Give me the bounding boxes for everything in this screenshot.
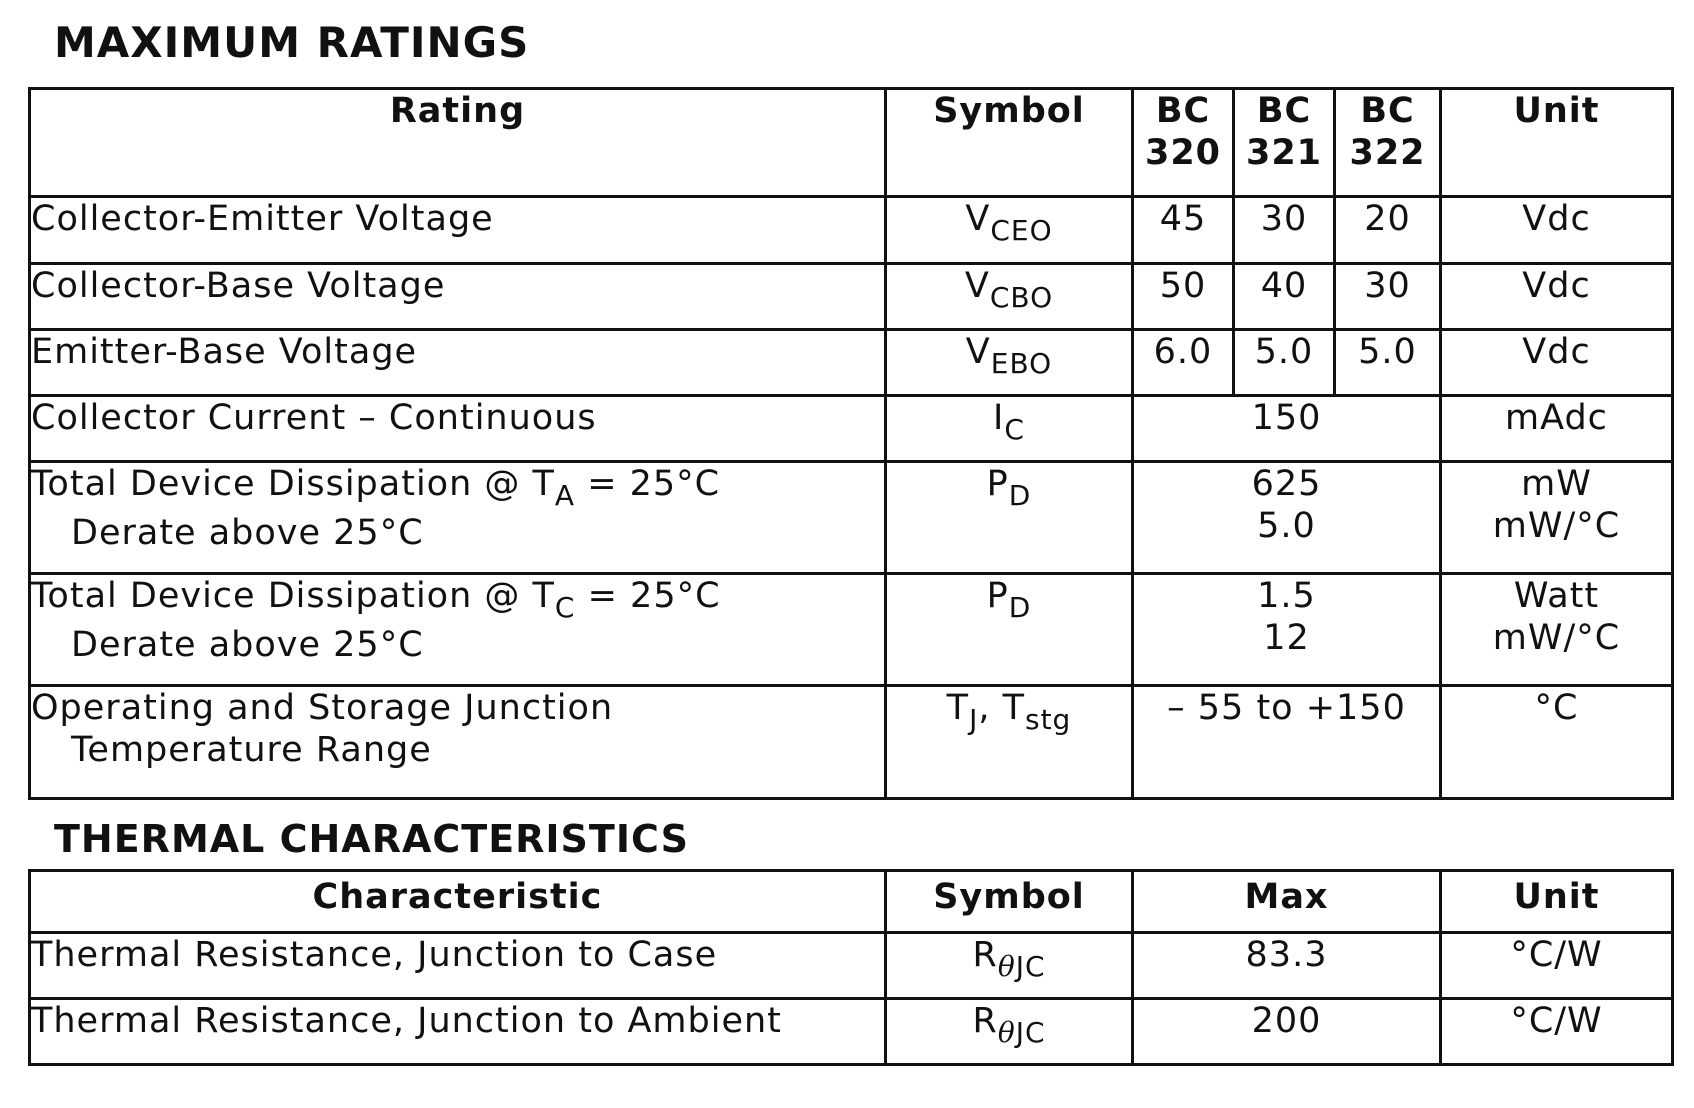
symbol-main: T [1002,688,1025,728]
value-cell-bc321: 40 [1234,264,1335,330]
value-cell-bc320: 45 [1133,197,1234,264]
device-header-bc322 [1335,89,1441,197]
value-cell-bc320: 50 [1133,264,1234,330]
table-header-row [30,89,1673,197]
device-header-line1: BC [1155,91,1211,131]
symbol-cell [886,330,1133,396]
symbol-cell [886,264,1133,330]
rating-text: Total Device Dissipation @ T [31,576,555,616]
characteristic-cell: Thermal Resistance, Junction to Ambient [30,999,886,1065]
symbol-cell [886,462,1133,574]
derate-label: Derate above 25°C [71,625,424,666]
device-header-line1: BC [1256,91,1312,131]
value-cell-bc322: 20 [1335,197,1441,264]
maximum-ratings-table [28,87,1674,800]
theta-symbol: θ [997,1015,1016,1049]
rating-text: = 25°C [575,464,721,504]
symbol-main: V [964,266,990,306]
symbol-cell [886,197,1133,264]
table-header-row [30,871,1673,933]
rating-cell: Emitter-Base Voltage [30,330,886,396]
rating-subscript: C [554,590,576,624]
unit-header: Unit [1441,89,1673,197]
unit-cell: Vdc [1441,197,1673,264]
symbol-cell [886,574,1133,686]
symbol-subscript [998,950,1046,983]
table-row [30,999,1673,1065]
unit-cell: °C/W [1441,933,1673,999]
table-row [30,933,1673,999]
symbol-header: Symbol [886,871,1133,933]
symbol-separator: , [978,688,1003,728]
symbol-subscript: D [1008,590,1032,624]
maximum-ratings-title: MAXIMUM RATINGS [54,18,530,67]
value-line1: 625 [1251,464,1322,504]
symbol-subscript-text: JC [1015,949,1046,983]
symbol-subscript: D [1008,478,1032,512]
symbol-main: R [972,935,998,975]
rating-text: = 25°C [575,576,721,616]
symbol-header: Symbol [886,89,1133,197]
max-cell: 83.3 [1133,933,1441,999]
unit-cell: mAdc [1441,396,1673,462]
rating-cell: Collector-Base Voltage [30,264,886,330]
symbol-main: T [946,688,970,728]
value-cell-all-devices: 150 [1133,396,1441,462]
rating-subscript: A [554,478,576,512]
symbol-cell [886,999,1133,1065]
rating-cell [30,686,886,799]
value-line1: 1.5 [1257,576,1316,616]
table-row [30,330,1673,396]
theta-symbol: θ [997,949,1016,983]
device-header-line2: 320 [1144,133,1222,173]
symbol-cell [886,396,1133,462]
symbol-subscript [998,1016,1046,1049]
symbol-subscript: J [969,702,979,736]
device-header-bc320 [1133,89,1234,197]
symbol-cell [886,686,1133,799]
symbol-main: P [986,576,1009,616]
value-cell-bc321: 30 [1234,197,1335,264]
value-cell-all-devices [1133,462,1441,574]
unit-line1: mW [1521,464,1592,504]
derate-label: Derate above 25°C [71,513,424,554]
symbol-subscript: stg [1024,702,1072,736]
unit-line2: mW/°C [1492,506,1621,546]
table-row [30,462,1673,574]
table-row [30,574,1673,686]
rating-cell [30,574,886,686]
symbol-subscript: EBO [990,346,1053,380]
value-cell-bc321: 5.0 [1234,330,1335,396]
table-row [30,686,1673,799]
symbol-subscript: C [1004,412,1025,446]
symbol-subscript: CBO [989,280,1054,314]
rating-cell: Collector Current – Continuous [30,396,886,462]
value-cell-bc322: 5.0 [1335,330,1441,396]
value-cell-all-devices: – 55 to +150 [1133,686,1441,799]
device-header-line2: 321 [1245,133,1323,173]
symbol-main: V [965,332,991,372]
symbol-main: V [965,199,991,239]
unit-cell [1441,574,1673,686]
unit-cell: °C [1441,686,1673,799]
rating-cell: Collector-Emitter Voltage [30,197,886,264]
table-row [30,264,1673,330]
table-row [30,396,1673,462]
value-cell-bc322: 30 [1335,264,1441,330]
unit-cell: Vdc [1441,264,1673,330]
unit-cell: °C/W [1441,999,1673,1065]
unit-line2: mW/°C [1492,618,1621,658]
value-line2: 12 [1263,618,1310,658]
thermal-characteristics-title: THERMAL CHARACTERISTICS [54,817,689,861]
symbol-cell [886,933,1133,999]
unit-line1: Watt [1513,576,1600,616]
table-row [30,197,1673,264]
rating-cell [30,462,886,574]
value-cell-all-devices [1133,574,1441,686]
symbol-subscript: CEO [990,213,1053,247]
unit-cell: Vdc [1441,330,1673,396]
rating-header: Rating [30,89,886,197]
value-cell-bc320: 6.0 [1133,330,1234,396]
rating-text-line2: Temperature Range [71,730,432,770]
characteristic-header: Characteristic [30,871,886,933]
symbol-main: P [986,464,1009,504]
max-cell: 200 [1133,999,1441,1065]
unit-cell [1441,462,1673,574]
device-header-bc321 [1234,89,1335,197]
unit-header: Unit [1441,871,1673,933]
device-header-line1: BC [1360,91,1415,131]
max-header: Max [1133,871,1441,933]
value-line2: 5.0 [1257,506,1316,546]
rating-text: Operating and Storage Junction [31,688,614,728]
rating-text: Total Device Dissipation @ T [31,464,555,504]
symbol-main: R [972,1001,998,1041]
thermal-characteristics-table [28,869,1674,1066]
symbol-main: I [993,398,1005,438]
characteristic-cell: Thermal Resistance, Junction to Case [30,933,886,999]
device-header-line2: 322 [1349,133,1426,173]
symbol-subscript-text: JC [1015,1015,1046,1049]
